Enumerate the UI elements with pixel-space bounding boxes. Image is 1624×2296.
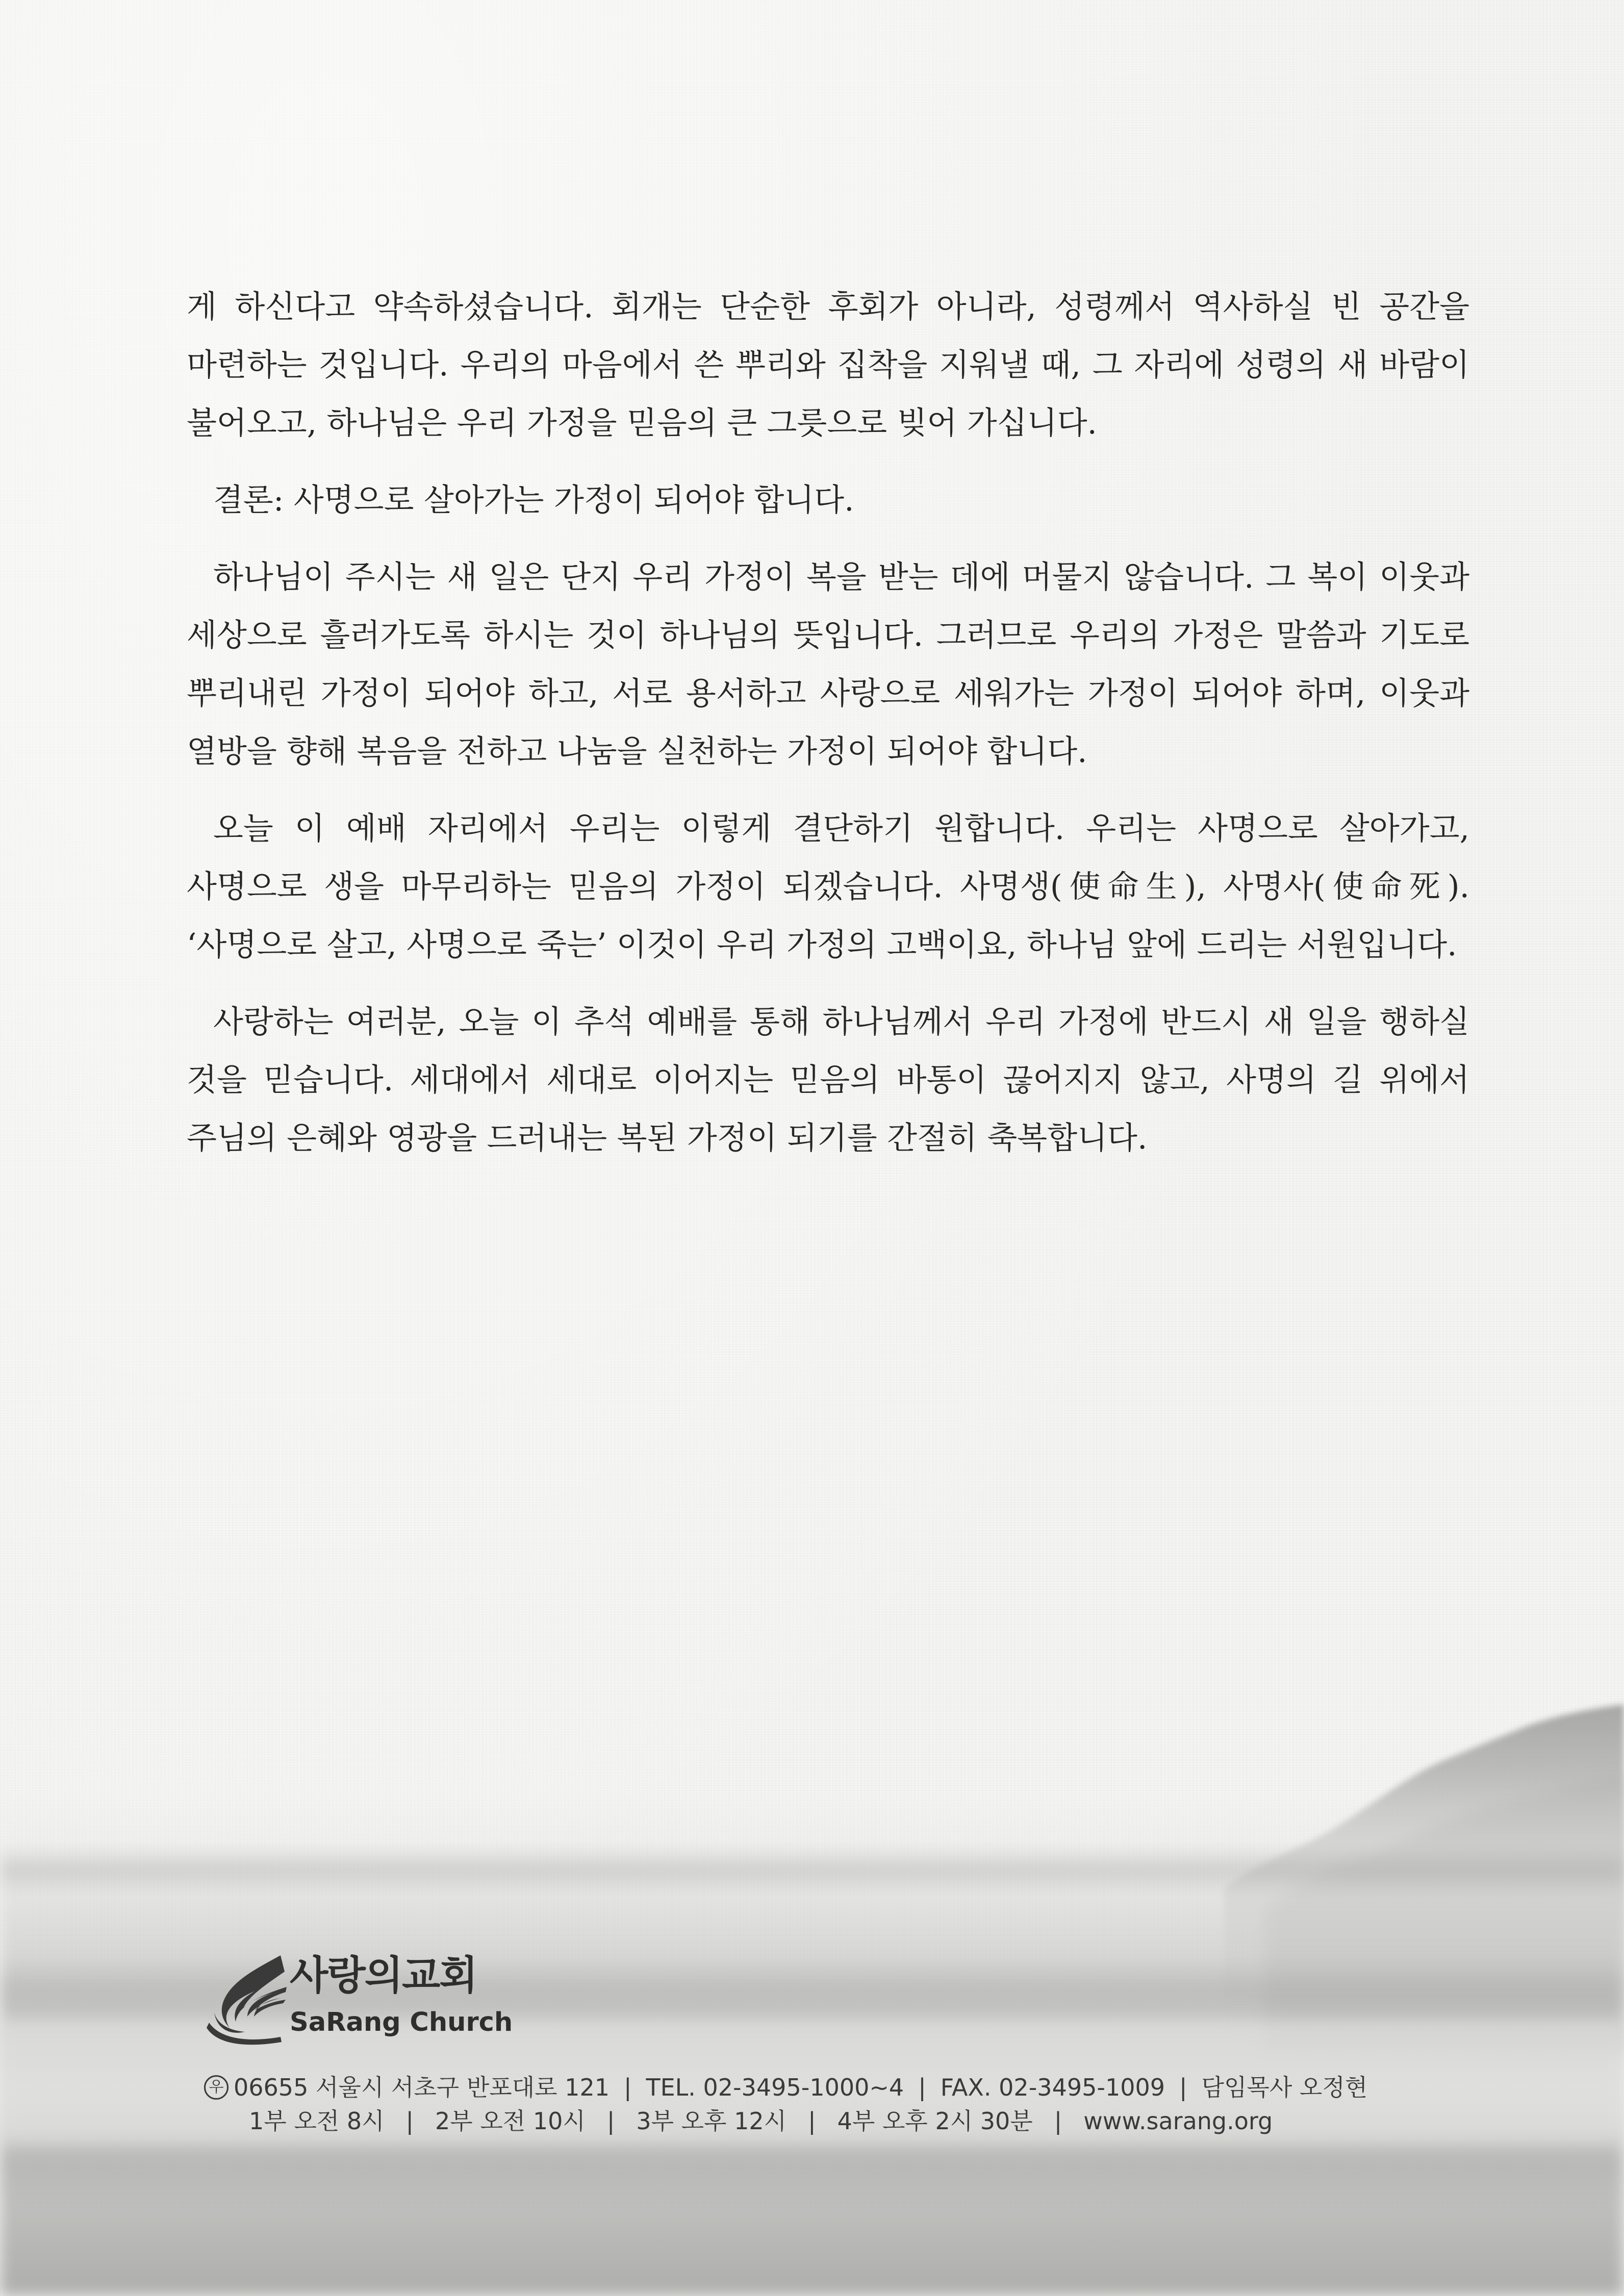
service-times-line bbox=[204, 2104, 1530, 2138]
church-name-english: SaRang Church bbox=[290, 2007, 513, 2037]
church-logo bbox=[204, 1951, 513, 2048]
postal-code-icon: 우 bbox=[204, 2075, 229, 2100]
church-name-korean: 사랑의교회 bbox=[290, 1953, 477, 1999]
paragraph-blessing: 사랑하는 여러분, 오늘 이 추석 예배를 통해 하나님께서 우리 가정에 반드시 새 일을 행하실 것을 믿습니다. 세대에서 세대로 이어지는 믿음의 바통이 끊어지지 않고, 사명의 길 위에서 주님의 은혜와 영광을 드러내는 복된 가정이 되기를 간절히 축복합니다. bbox=[187, 1004, 1469, 1156]
senior-pastor-text: 담임목사 오정현 bbox=[1201, 2074, 1368, 2101]
telephone-text: TEL. 02-3495-1000~4 bbox=[646, 2074, 904, 2101]
service-time-1: 1부 오전 8시 bbox=[249, 2107, 385, 2135]
separator: | bbox=[1054, 2107, 1062, 2135]
service-time-3: 3부 오후 12시 bbox=[636, 2107, 787, 2135]
sermon-body bbox=[187, 278, 1469, 1167]
contact-line bbox=[204, 2071, 1530, 2104]
separator: | bbox=[405, 2107, 414, 2135]
paragraph-new-work: 하나님이 주시는 새 일은 단지 우리 가정이 복을 받는 데에 머물지 않습니다. 그 복이 이웃과 세상으로 흘러가도록 하시는 것이 하나님의 뜻입니다. 그러므로 우리의 가정은 말씀과 기도로 뿌리내린 가정이 되어야 하고, 서로 용서하고 사랑으로 세워가는 가정이 되어야 하며, 이웃과 열방을 향해 복음을 전하고 나눔을 실천하는 가정이 되어야 합니다. bbox=[187, 559, 1469, 770]
website-link[interactable]: www.sarang.org bbox=[1083, 2107, 1273, 2135]
separator: | bbox=[1179, 2074, 1187, 2101]
separator: | bbox=[918, 2074, 926, 2101]
separator: | bbox=[808, 2107, 816, 2135]
service-time-2: 2부 오전 10시 bbox=[435, 2107, 586, 2135]
paragraph-repentance: 게 하신다고 약속하셨습니다. 회개는 단순한 후회가 아니라, 성령께서 역사하실 빈 공간을 마련하는 것입니다. 우리의 마음에서 쓴 뿌리와 집착을 지워낼 때, 그 자리에 성령의 새 바람이 불어오고, 하나님은 우리 가정을 믿음의 큰 그릇으로 빚어 가십니다. bbox=[187, 289, 1469, 441]
flame-swoosh-logo-icon bbox=[204, 1951, 288, 2048]
address-text: 06655 서울시 서초구 반포대로 121 bbox=[234, 2074, 610, 2101]
separator: | bbox=[606, 2107, 615, 2135]
paragraph-resolution: 오늘 이 예배 자리에서 우리는 이렇게 결단하기 원합니다. 우리는 사명으로 살아가고, 사명으로 생을 마무리하는 믿음의 가정이 되겠습니다. 사명생(使命生), 사명사(使命死). ‘사명으로 살고, 사명으로 죽는’ 이것이 우리 가정의 고백이요, 하나님 앞에 드리는 서원입니다. bbox=[187, 810, 1469, 963]
paragraph-conclusion-heading: 결론: 사명으로 살아가는 가정이 되어야 합니다. bbox=[213, 482, 854, 518]
separator: | bbox=[623, 2074, 632, 2101]
fax-text: FAX. 02-3495-1009 bbox=[940, 2074, 1165, 2101]
church-contact-info bbox=[204, 2071, 1530, 2138]
service-time-4: 4부 오후 2시 30분 bbox=[837, 2107, 1033, 2135]
